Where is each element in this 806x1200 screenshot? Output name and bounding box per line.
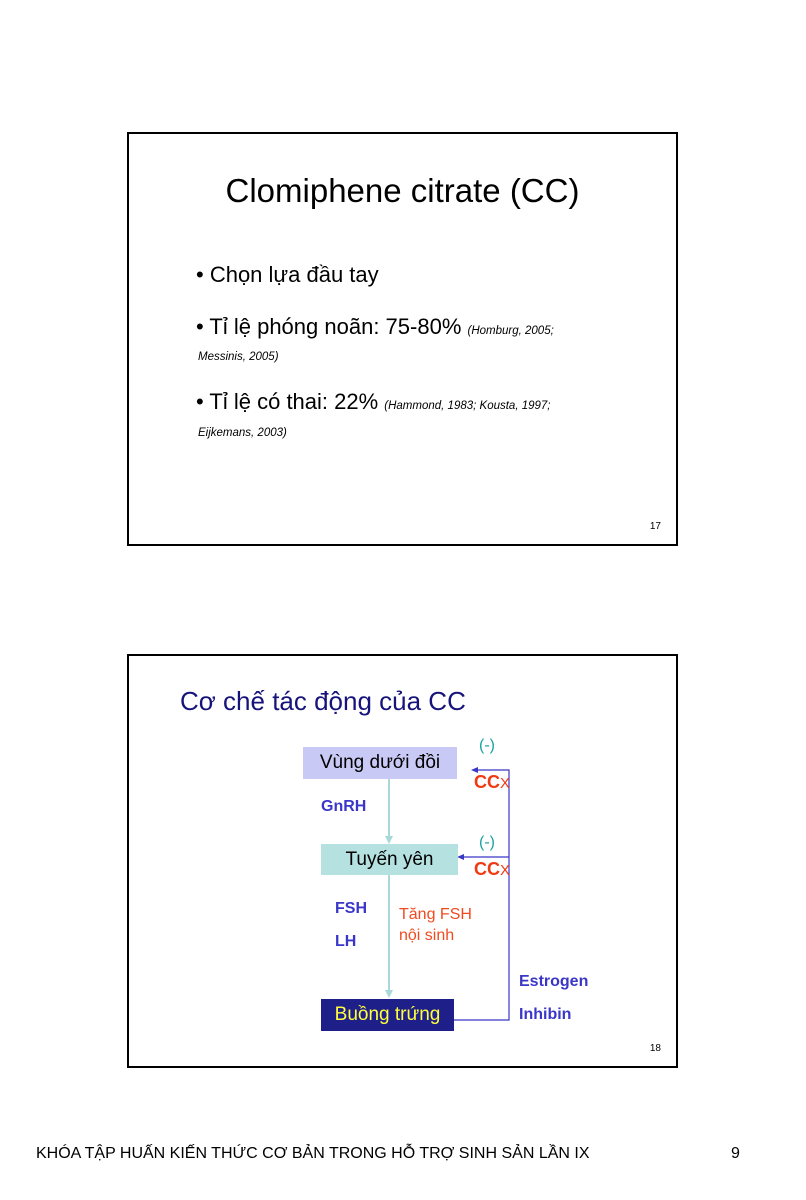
node-pituitary — [321, 844, 458, 875]
label-cc-block-1 — [474, 772, 510, 793]
label-lh: LH — [335, 933, 357, 950]
citation-continued: Eijkemans, 2003) — [198, 427, 287, 439]
label-endogenous-fsh — [399, 904, 472, 946]
bullet-text: • Chọn lựa đầu tay — [196, 262, 379, 287]
bullet-first-choice — [196, 262, 379, 288]
slide-title: Cơ chế tác động của CC — [180, 686, 466, 716]
bullet-text: • Tỉ lệ có thai: 22% — [196, 389, 385, 414]
cc-text: CC — [474, 772, 500, 792]
node-hypothalamus — [303, 747, 457, 779]
node-label: Vùng dưới đồi — [319, 752, 441, 773]
arrowhead-gnrh — [385, 836, 393, 844]
label-fsh: FSH — [335, 900, 367, 917]
cc-text: CC — [474, 859, 500, 879]
slide-18 — [127, 654, 678, 1068]
arrowhead-feedback-2 — [457, 854, 464, 860]
node-label: Tuyến yên — [345, 848, 434, 870]
label-estrogen: Estrogen — [519, 973, 589, 990]
feedback-line-hypothalamus — [454, 770, 509, 1020]
footer-course-title: KHÓA TẬP HUẤN KIẾN THỨC CƠ BẢN TRONG HỖ TRỢ SINH SẢN LẦN IX — [36, 1145, 590, 1162]
slide-number: 17 — [649, 521, 661, 532]
label-inhibin: Inhibin — [519, 1006, 572, 1023]
node-ovary — [321, 999, 454, 1031]
citation-continued: Messinis, 2005) — [198, 351, 279, 363]
slide-number: 18 — [649, 1043, 661, 1054]
arrowhead-fsh-lh — [385, 990, 393, 998]
label-negative-feedback-1: (-) — [479, 737, 495, 754]
page-number: 9 — [731, 1145, 740, 1162]
slide-title: Clomiphene citrate (CC) — [225, 172, 580, 209]
note-line-1: Tăng FSH — [399, 906, 472, 923]
cross-icon: X — [500, 775, 511, 792]
note-line-2: nội sinh — [399, 927, 455, 944]
label-cc-block-2 — [474, 859, 510, 880]
label-gnrh: GnRH — [321, 798, 367, 815]
citation: (Hammond, 1983; Kousta, 1997; — [384, 400, 551, 412]
bullet-pregnancy-rate — [196, 389, 551, 415]
citation: (Homburg, 2005; — [467, 325, 554, 337]
cross-icon: X — [500, 862, 511, 879]
bullet-ovulation-rate — [196, 314, 554, 340]
node-label: Buồng trứng — [334, 1004, 441, 1025]
bullet-text: • Tỉ lệ phóng noãn: 75-80% — [196, 314, 468, 339]
slide-17 — [127, 132, 678, 546]
label-negative-feedback-2: (-) — [479, 834, 495, 851]
